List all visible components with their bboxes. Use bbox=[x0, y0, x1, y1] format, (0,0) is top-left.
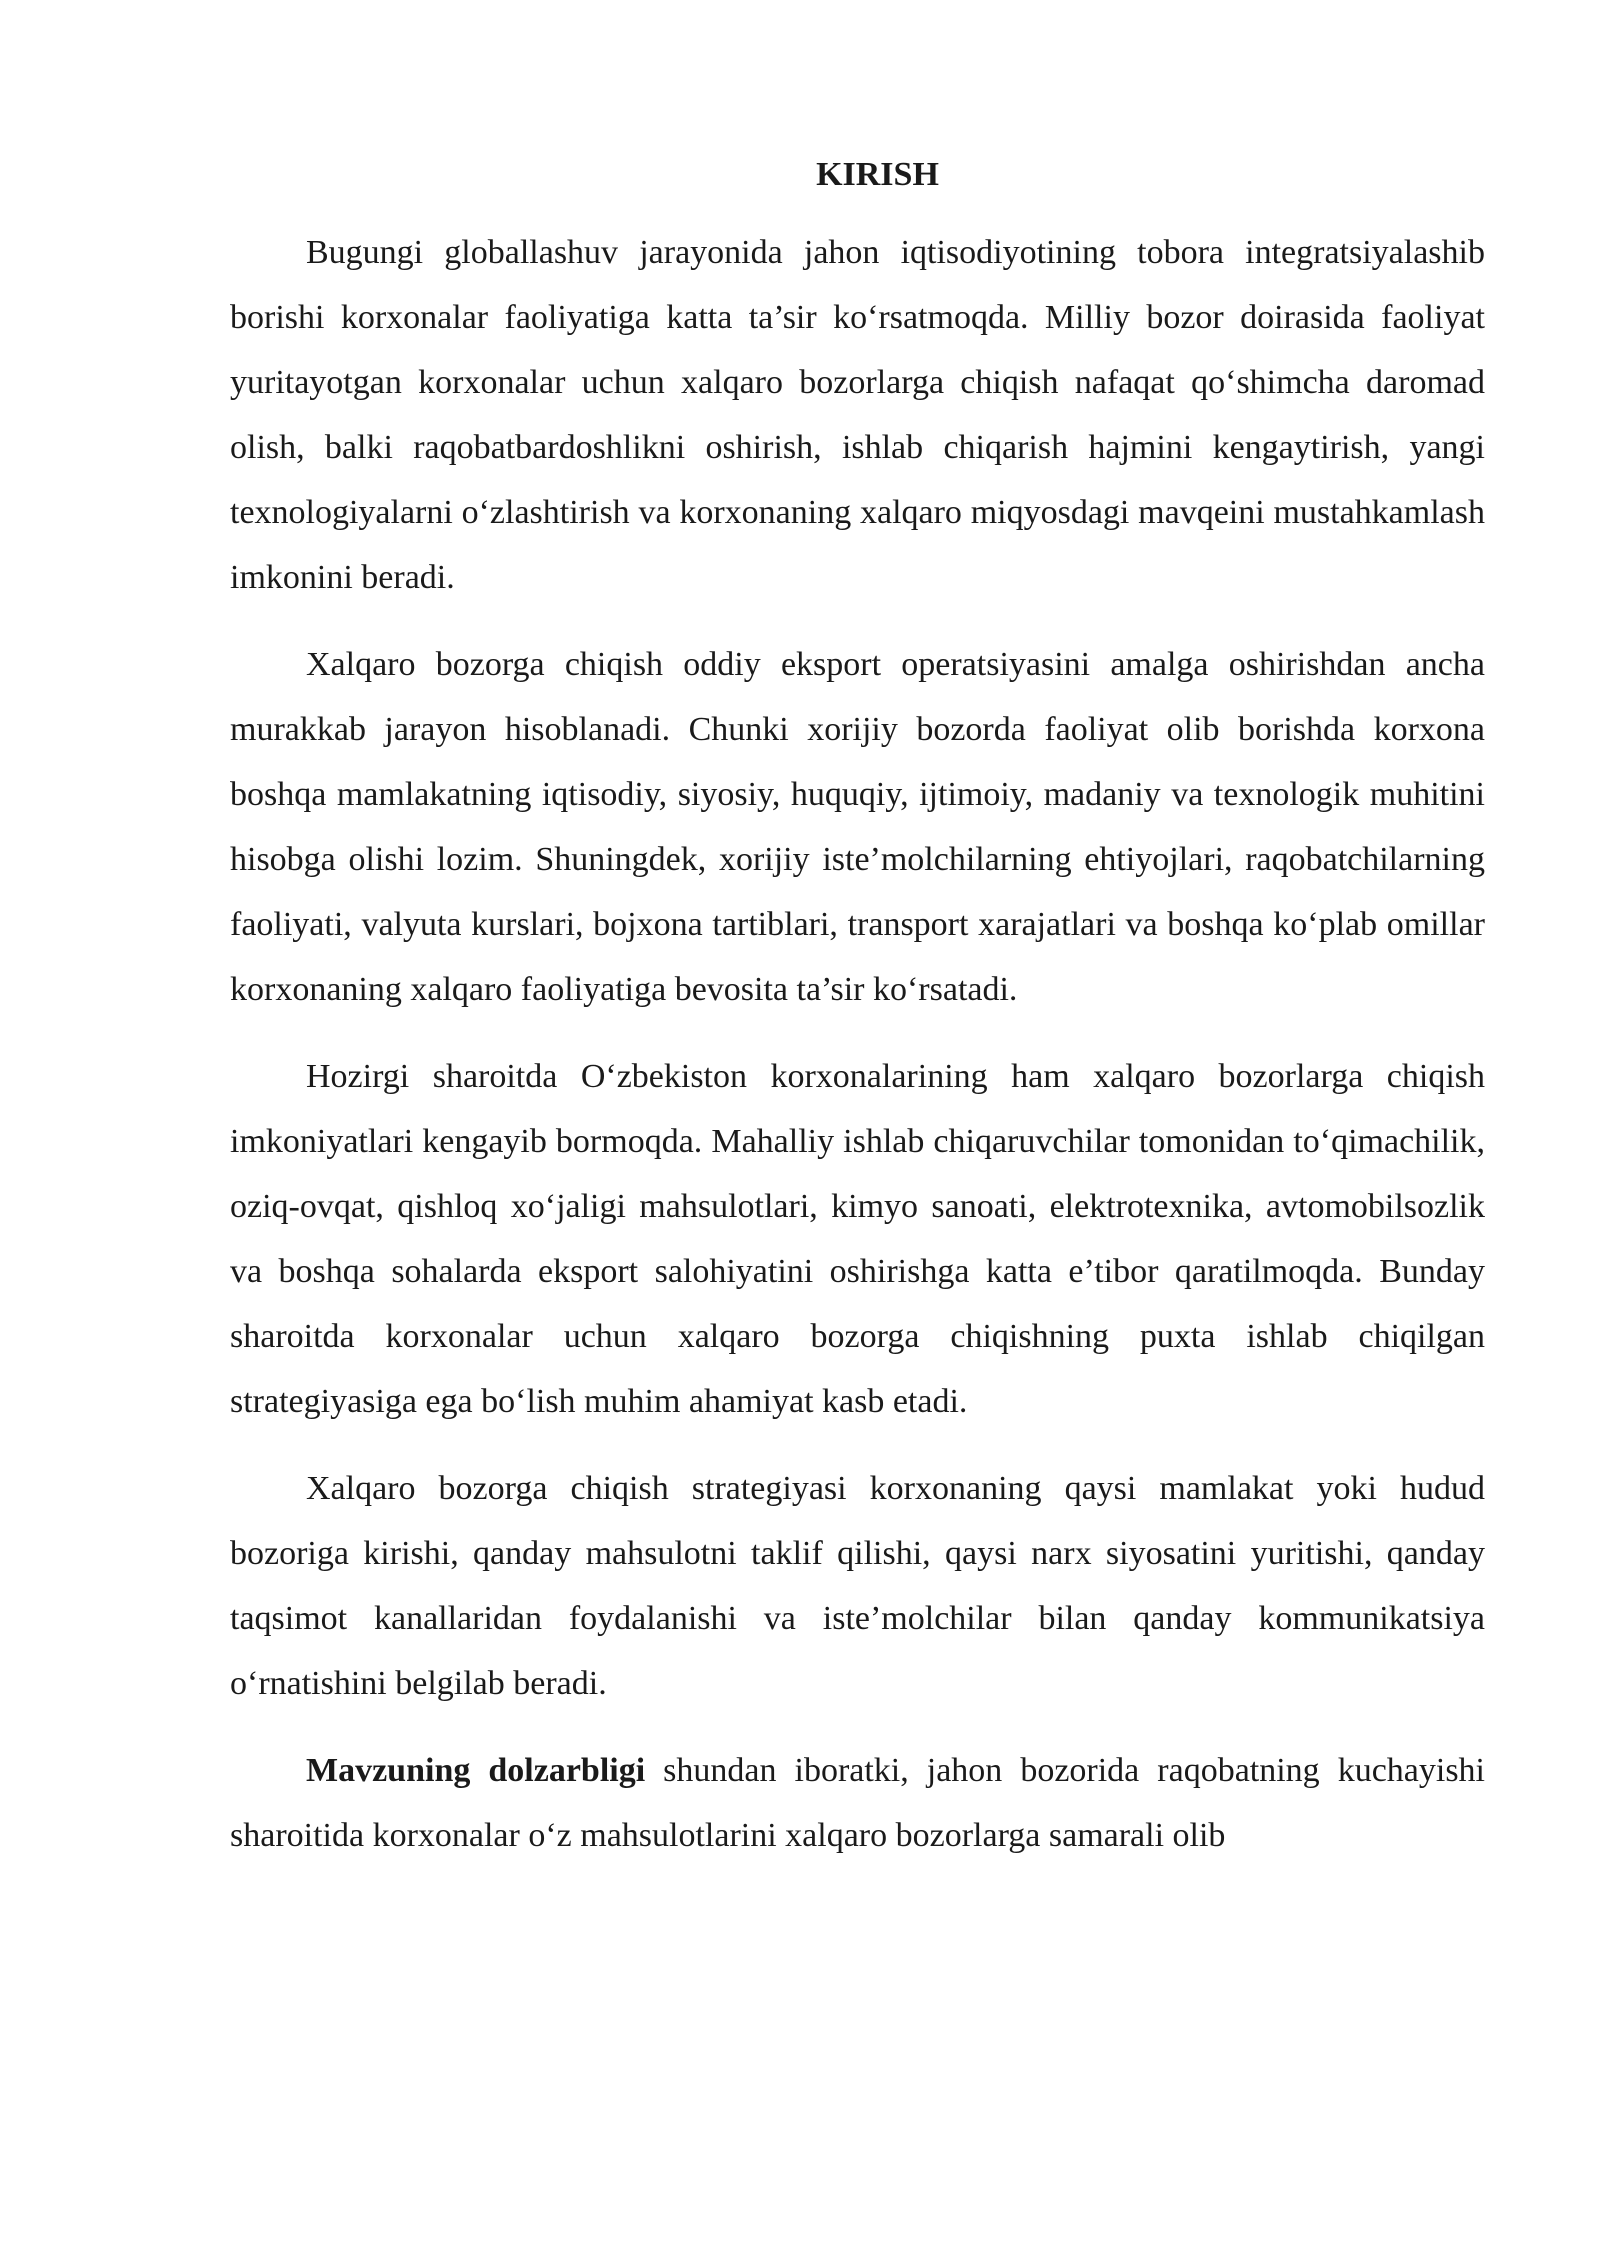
paragraph-3: Hozirgi sharoitda O‘zbekiston korxonalarining ham xalqaro bozorlarga chiqish imkoniyatlari kengayib bormoqda. Mahalliy ishlab chiqaruvchilar tomonidan to‘qimachilik, oziq-ovqat, qishloq xo‘jaligi mahsulotlari, kimyo sanoati, elektrotexnika, avtomobilsozlik va boshqa sohalarda eksport salohiyatini oshirishga katta e’tibor qaratilmoqda. Bunday sharoitda korxonalar uchun xalqaro bozorga chiqishning puxta ishlab chiqilgan strategiyasiga ega bo‘lish muhim ahamiyat kasb etadi. bbox=[230, 1058, 1485, 1420]
paragraph-4: Xalqaro bozorga chiqish strategiyasi korxonaning qaysi mamlakat yoki hudud bozoriga kirishi, qanday mahsulotni taklif qilishi, qaysi narx siyosatini yuritishi, qanday taqsimot kanallaridan foydalanishi va iste’molchilar bilan qanday kommunikatsiya o‘rnatishini belgilab beradi. bbox=[230, 1470, 1485, 1702]
document-body bbox=[230, 150, 1485, 1868]
page-title: KIRISH bbox=[816, 156, 939, 193]
topic-relevance-heading: Mavzuning dolzarbligi bbox=[306, 1752, 646, 1789]
paragraph-1: Bugungi globallashuv jarayonida jahon iqtisodiyotining tobora integratsiyalashib borishi korxonalar faoliyatiga katta ta’sir ko‘rsatmoqda. Milliy bozor doirasida faoliyat yuritayotgan korxonalar uchun xalqaro bozorlarga chiqish nafaqat qo‘shimcha daromad olish, balki raqobatbardoshlikni oshirish, ishlab chiqarish hajmini kengaytirish, yangi texnologiyalarni o‘zlashtirish va korxonaning xalqaro miqyosdagi mavqeini mustahkamlash imkonini beradi. bbox=[230, 234, 1485, 596]
paragraph-5-text: shundan iboratki, jahon bozorida raqobatning kuchayishi sharoitida korxonalar o‘z mahsulotlarini xalqaro bozorlarga samarali olib bbox=[230, 1752, 1486, 1854]
paragraph-5 bbox=[230, 1738, 1485, 1868]
paragraph-2: Xalqaro bozorga chiqish oddiy eksport operatsiyasini amalga oshirishdan ancha murakkab jarayon hisoblanadi. Chunki xorijiy bozorda faoliyat olib borishda korxona boshqa mamlakatning iqtisodiy, siyosiy, huquqiy, ijtimoiy, madaniy va texnologik muhitini hisobga olishi lozim. Shuningdek, xorijiy iste’molchilarning ehtiyojlari, raqobatchilarning faoliyati, valyuta kurslari, bojxona tartiblari, transport xarajatlari va boshqa ko‘plab omillar korxonaning xalqaro faoliyatiga bevosita ta’sir ko‘rsatadi. bbox=[230, 646, 1485, 1008]
